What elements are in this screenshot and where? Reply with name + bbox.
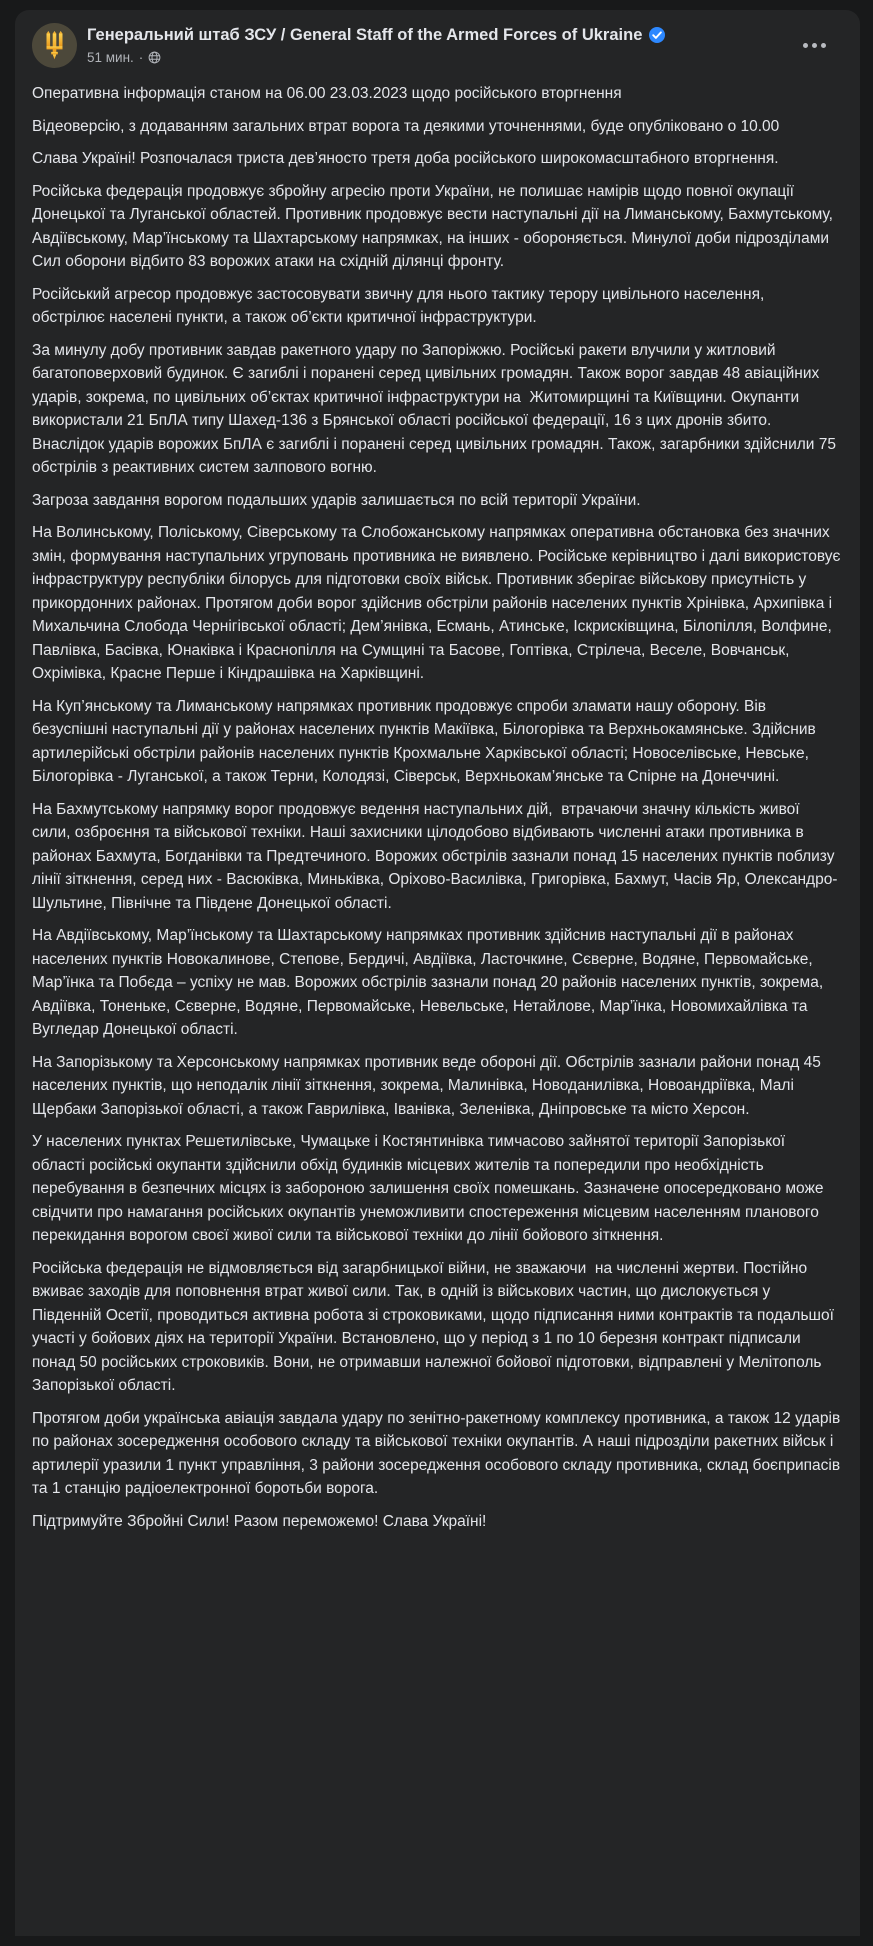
tryzub-trident-icon	[42, 31, 67, 60]
post-header-info	[87, 23, 797, 65]
post-content	[32, 82, 844, 1533]
post-header	[32, 23, 844, 68]
post-paragraph: Оперативна інформація станом на 06.00 23.03.2023 щодо російського вторгнення	[32, 85, 622, 102]
page-background	[0, 10, 873, 1946]
post-paragraph: На Авдіївському, Мар’їнському та Шахтарському напрямках противник здійснив наступальні дії в районах населених пунктів Новокалинове, Степове, Бердичі, Авдіївка, Ласточкине, Сєверне, Водяне, Первомайське, Мар’їнка та Побєда – успіху не мав. Ворожих обстрілів зазнали понад 20 районів населених пунктів, зокрема, Авдіївка, Тоненьке, Сєверне, Водяне, Первомайське, Невельське, Нетайлове, Мар’їнка, Новомихайлівка та Вугледар Донецької області.	[32, 927, 828, 1038]
post-paragraph: Відеоверсію, з додаванням загальних втрат ворога та деякими уточненнями, буде опубліковано о 10.00	[32, 117, 780, 135]
post-options-button[interactable]	[797, 29, 832, 62]
post-paragraph: На Бахмутському напрямку ворог продовжує ведення наступальних дій, втрачаючи значну кількість живої сили, озброєння та військової техніки. Наші захисники цілодобово відбивають численні атаки противника в районах Бахмута, Богданівки та Предтечиного. Ворожих обстрілів зазнали понад 15 населених пунктів поблизу лінії зіткнення, серед них - Васюківка, Миньківка, Оріхово-Василівка, Григорівка, Бахмут, Часів Яр, Олександро-Шультине, Північне та Південе Донецької області.	[32, 800, 839, 912]
globe-privacy-icon	[148, 51, 161, 64]
post-paragraph: Російська федерація не відмовляється від загарбницької війни, не зважаючи на численні жертви. Постійно вживає заходів для поповнення втрат живої сили. Так, в одній із військових частин, що дислокується у Південній Осетії, проводиться активна робота зі строковиками, щодо підписання ними контрактів та подальшої участі у бойових діях на території України. Встановлено, що у період з 1 по 10 березня контракт підписали понад 50 російських строковиків. Вони, не отримавши належної бойової підготовки, відправлені у Мелітополь Запорізької області.	[32, 1259, 839, 1394]
ellipsis-icon	[803, 43, 826, 48]
meta-separator: ·	[138, 49, 144, 65]
verified-badge-icon	[649, 27, 665, 43]
post-paragraph: На Куп’янському та Лиманському напрямках противник продовжує спроби зламати нашу оборону. Вів безуспішні наступальні дії у районах населених пунктів Макіївка, Білогорівка та Верхньокамянське. Здійснив артилерійські обстріли районів населених пунктів Крохмальне Харківської області; Новоселівське, Невське, Білогорівка - Луганської, а також Терни, Колодязі, Сіверськ, Верхньокам’янське та Спірне на Донеччині.	[32, 697, 821, 785]
post-meta	[87, 50, 797, 65]
facebook-post-card	[15, 10, 860, 1936]
post-paragraph: Російський агресор продовжує застосовувати звичну для нього тактику терору цивільного населення, обстрілює населені пункти, а також об’єкти критичної інфраструктури.	[32, 285, 769, 326]
post-timestamp-link[interactable]: 51 мин.	[87, 49, 134, 65]
post-paragraph: На Запорізькому та Херсонському напрямках противник веде обороні дії. Обстрілів зазнали райони понад 45 населених пунктів, що неподалік лінії зіткнення, зокрема, Малинівка, Новоданилівка, Новоандріївка, Малі Щербаки Запорізької області, а також Гаврилівка, Іванівка, Зеленівка, Дніпровське та місто Херсон.	[32, 1053, 826, 1118]
post-paragraph: Загроза завдання ворогом подальших ударів залишається по всій території України.	[32, 491, 641, 509]
post-paragraph: На Волинському, Поліському, Сіверському та Слобожанському напрямках оперативна обстановка без значних змін, формування наступальних угруповань противника не виявлено. Російське керівництво і далі використовує інфраструктуру республіки білорусь для підготовки своїх військ. Противник зберігає військову присутність у прикордонних районах. Протягом доби ворог здійснив обстріли районів населених пунктів Хрінівка, Архипівка і Михальчина Слобода Чернігівської області; Дем’янівка, Есмань, Атинське, Іскрисківщина, Білопілля, Волфине, Павлівка, Басівка, Юнаківка і Краснопілля на Сумщині та Басове, Гоптівка, Стрілеча, Веселе, Вовчанськ, Охрімівка, Красне Перше і Кіндрашівка на Харківщині.	[32, 524, 845, 682]
post-paragraph: Слава Україні! Розпочалася триста дев’яносто третя доба російського широкомасштабного вторгнення.	[32, 150, 779, 167]
page-avatar[interactable]	[32, 23, 77, 68]
post-paragraph: Російська федерація продовжує збройну агресію проти України, не полишає намірів щодо повної окупації Донецької та Луганської областей. Противник продовжує вести наступальні дії на Лиманському, Бахмутському, Авдіївському, Мар’їнському та Шахтарському напрямках, на інших - обороняється. Минулої доби підрозділами Сил оборони відбито 83 ворожих атаки на східній ділянці фронту.	[32, 182, 838, 270]
post-paragraph: За минулу добу противник завдав ракетного удару по Запоріжжю. Російські ракети влучили у житловий багатоповерховий будинок. Є загиблі і поранені серед цивільних громадян. Також ворог завдав 48 авіаційних ударів, зокрема, по цивільних об’єктах критичної інфраструктури на Житомирщині та Київщини. Окупанти використали 21 БпЛА типу Шахед-136 з Брянської області російської федерації, 16 з цих дронів збито. Внаслідок ударів ворожих БпЛА є загиблі і поранені серед цивільних громадян. Також, загарбники здійснили 75 обстрілів з реактивних систем залпового вогню.	[32, 341, 841, 476]
page-name-link[interactable]: Генеральний штаб ЗСУ / General Staff of the Armed Forces of Ukraine	[87, 26, 643, 44]
post-paragraph: Протягом доби українська авіація завдала удару по зенітно-ракетному комплексу противника, а також 12 ударів по районах зосередження особового складу та військової техніки окупантів. А наші підрозділи ракетних військ і артилерії уразили 1 пункт управління, 3 райони зосередження особового складу противника, склад боєприпасів та 1 станцію радіоелектронної боротьби ворога.	[32, 1409, 845, 1497]
post-paragraph: Підтримуйте Збройні Сили! Разом переможемо! Слава Україні!	[32, 1512, 487, 1530]
post-paragraph: У населених пунктах Решетилівське, Чумацьке і Костянтинівка тимчасово зайнятої території Запорізької області російські окупанти здійснили обхід будинків місцевих жителів та попередили про необхідність перебування в безпечних місцях із забороною залишення своїх помешкань. Зазначене опосередковано може свідчити про намагання російських окупантів унеможливити спостереження місцевим населенням планового перекидання ворогом своєї живої сили та військової техніки до лінії бойового зіткнення.	[32, 1133, 828, 1244]
